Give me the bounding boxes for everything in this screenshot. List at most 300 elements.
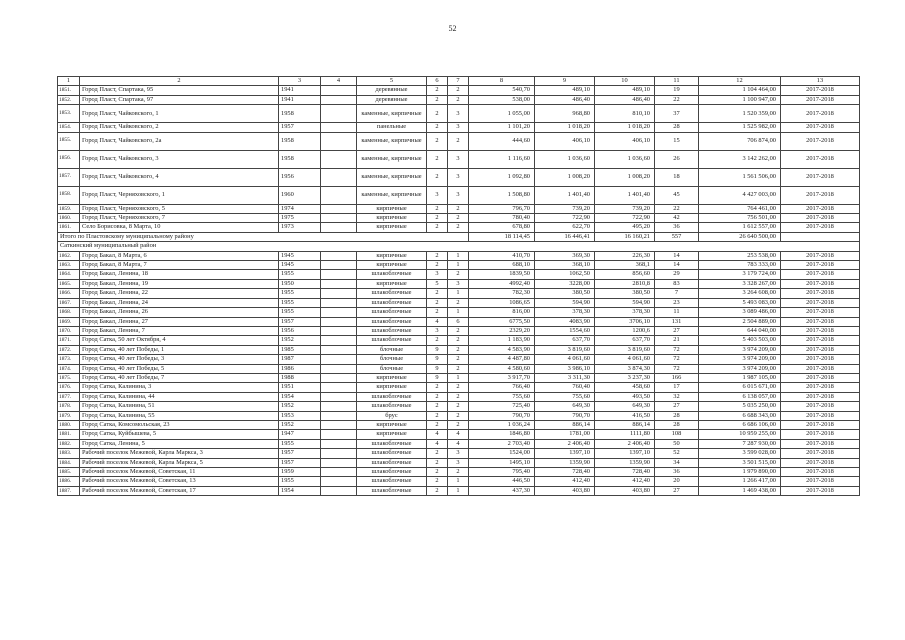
cell-total-area: 1 055,00 xyxy=(469,105,535,123)
cell-area-all: 637,70 xyxy=(535,336,595,345)
cell-year: 1953 xyxy=(279,411,321,420)
cell-address: Город Бакал, Ленина, 24 xyxy=(80,298,279,307)
cell-entrances: 6 xyxy=(448,317,469,326)
cell-total-area: 755,60 xyxy=(469,392,535,401)
table-row xyxy=(58,298,860,307)
cell-commission xyxy=(321,150,357,168)
cell-material: шлакоблочные xyxy=(357,468,427,477)
cell-period: 2017-2018 xyxy=(781,150,860,168)
table-row xyxy=(58,355,860,364)
cell-floors: 2 xyxy=(427,214,448,223)
column-header: 9 xyxy=(535,77,595,86)
cell-year: 1958 xyxy=(279,132,321,150)
cell-year: 1954 xyxy=(279,486,321,495)
cell-total-area: 4992,40 xyxy=(469,279,535,288)
cell-area-all: 3 311,30 xyxy=(535,373,595,382)
cell-total-area: 782,30 xyxy=(469,289,535,298)
cell-address: Рабочий поселок Межевой, Советская, 11 xyxy=(80,468,279,477)
table-row xyxy=(58,168,860,186)
cell-area-all: 4083,90 xyxy=(535,317,595,326)
cell-year: 1941 xyxy=(279,86,321,95)
cell-address: Город Сатка, Калинина, 44 xyxy=(80,392,279,401)
cell-material: шлакоблочные xyxy=(357,439,427,448)
cell-commission xyxy=(321,458,357,467)
cell-material: шлакоблочные xyxy=(357,326,427,335)
cell-commission xyxy=(321,279,357,288)
cell-address: Город Сатка, Куйбышева, 5 xyxy=(80,430,279,439)
cell-address: Город Пласт, Чайковского, 4 xyxy=(80,168,279,186)
cell-address: Город Пласт, Спартака, 97 xyxy=(80,95,279,104)
cell-material: шлакоблочные xyxy=(357,477,427,486)
cell-year: 1955 xyxy=(279,270,321,279)
cell-entrances: 2 xyxy=(448,345,469,354)
cell-period: 2017-2018 xyxy=(781,123,860,132)
cell-area-all: 368,10 xyxy=(535,261,595,270)
cell-period: 2017-2018 xyxy=(781,420,860,429)
cell-area-living: 1 008,20 xyxy=(595,168,655,186)
cell-year: 1955 xyxy=(279,289,321,298)
cell-residents: 21 xyxy=(655,336,699,345)
cell-year: 1986 xyxy=(279,364,321,373)
cell-period: 2017-2018 xyxy=(781,326,860,335)
cell-commission xyxy=(321,336,357,345)
cell-period: 2017-2018 xyxy=(781,458,860,467)
cell-floors: 2 xyxy=(427,261,448,270)
column-header: 13 xyxy=(781,77,860,86)
cell-commission xyxy=(321,373,357,382)
cell-area-all: 1 008,20 xyxy=(535,168,595,186)
cell-floors: 5 xyxy=(427,279,448,288)
cell-floors: 2 xyxy=(427,132,448,150)
cell-id: 1863. xyxy=(58,261,80,270)
cell-address: Село Борисовка, 8 Марта, 10 xyxy=(80,223,279,232)
cell-commission xyxy=(321,251,357,260)
cell-total-area: 1 092,80 xyxy=(469,168,535,186)
cell-year: 1956 xyxy=(279,326,321,335)
cell-period: 2017-2018 xyxy=(781,336,860,345)
cell-floors: 2 xyxy=(427,458,448,467)
cell-floors: 4 xyxy=(427,317,448,326)
cell-residents: 50 xyxy=(655,439,699,448)
cell-floors: 2 xyxy=(427,123,448,132)
cell-entrances: 2 xyxy=(448,420,469,429)
cell-id: 1862. xyxy=(58,251,80,260)
cell-area-all: 1 401,40 xyxy=(535,186,595,204)
cell-area-all: 739,20 xyxy=(535,204,595,213)
cell-area-all: 406,10 xyxy=(535,132,595,150)
cell-residents: 32 xyxy=(655,392,699,401)
cell-cost: 1 979 890,00 xyxy=(699,468,781,477)
cell-cost: 756 501,00 xyxy=(699,214,781,223)
cell-entrances: 1 xyxy=(448,486,469,495)
cell-residents: 17 xyxy=(655,383,699,392)
cell-area-living: 3 819,60 xyxy=(595,345,655,354)
cell-commission xyxy=(321,477,357,486)
cell-entrances: 2 xyxy=(448,411,469,420)
table-row xyxy=(58,317,860,326)
cell-cost: 3 501 515,00 xyxy=(699,458,781,467)
cell-material: шлакоблочные xyxy=(357,317,427,326)
cell-area-living: 856,60 xyxy=(595,270,655,279)
cell-id: 1865. xyxy=(58,279,80,288)
cell-material: блочные xyxy=(357,345,427,354)
cell-period: 2017-2018 xyxy=(781,251,860,260)
cell-floors: 3 xyxy=(427,326,448,335)
cell-period: 2017-2018 xyxy=(781,392,860,401)
cell-residents: 27 xyxy=(655,402,699,411)
cell-address: Город Сатка, Комсомольская, 23 xyxy=(80,420,279,429)
cell-material: деревянные xyxy=(357,86,427,95)
cell-material: кирпичные xyxy=(357,383,427,392)
cell-address: Город Бакал, Ленина, 19 xyxy=(80,279,279,288)
cost-sum: 26 640 500,00 xyxy=(699,232,781,241)
cell-area-all: 403,80 xyxy=(535,486,595,495)
cell-residents: 34 xyxy=(655,458,699,467)
cell-floors: 2 xyxy=(427,86,448,95)
cell-id: 1854. xyxy=(58,123,80,132)
cell-material: кирпичные xyxy=(357,214,427,223)
cell-material: каменные, кирпичные xyxy=(357,132,427,150)
area-living-sum: 16 160,21 xyxy=(595,232,655,241)
cell-commission xyxy=(321,270,357,279)
table-row xyxy=(58,449,860,458)
cell-total-area: 1846,80 xyxy=(469,430,535,439)
cell-area-living: 489,10 xyxy=(595,86,655,95)
cell-entrances: 2 xyxy=(448,336,469,345)
column-header: 6 xyxy=(427,77,448,86)
cell-commission xyxy=(321,439,357,448)
cell-material: шлакоблочные xyxy=(357,458,427,467)
cell-year: 1955 xyxy=(279,308,321,317)
table-row xyxy=(58,270,860,279)
cell-id: 1883. xyxy=(58,449,80,458)
cell-material: кирпичные xyxy=(357,223,427,232)
cell-area-living: 1200,6 xyxy=(595,326,655,335)
cell-entrances: 2 xyxy=(448,214,469,223)
cell-address: Город Сатка, 40 лет Победы, 5 xyxy=(80,364,279,373)
cell-period: 2017-2018 xyxy=(781,86,860,95)
cell-material: деревянные xyxy=(357,95,427,104)
cell-commission xyxy=(321,317,357,326)
cell-entrances: 2 xyxy=(448,392,469,401)
cell-id: 1878. xyxy=(58,402,80,411)
cell-period: 2017-2018 xyxy=(781,95,860,104)
column-header: 7 xyxy=(448,77,469,86)
cell-cost: 1 469 438,00 xyxy=(699,486,781,495)
cell-floors: 2 xyxy=(427,223,448,232)
cell-year: 1945 xyxy=(279,261,321,270)
cell-material: кирпичные xyxy=(357,204,427,213)
cell-address: Город Сатка, 40 лет Победы, 7 xyxy=(80,373,279,382)
cell-total-area: 725,40 xyxy=(469,402,535,411)
cell-entrances: 1 xyxy=(448,373,469,382)
cell-year: 1956 xyxy=(279,168,321,186)
cell-area-all: 1554,60 xyxy=(535,326,595,335)
cell-cost: 644 040,00 xyxy=(699,326,781,335)
cell-material: кирпичные xyxy=(357,261,427,270)
cell-material: брус xyxy=(357,411,427,420)
cell-total-area: 1 116,60 xyxy=(469,150,535,168)
cell-floors: 9 xyxy=(427,364,448,373)
cell-entrances: 2 xyxy=(448,298,469,307)
cell-residents: 18 xyxy=(655,168,699,186)
cell-year: 1957 xyxy=(279,449,321,458)
column-header: 12 xyxy=(699,77,781,86)
cell-period: 2017-2018 xyxy=(781,449,860,458)
cell-address: Город Сатка, 40 лет Победы, 1 xyxy=(80,345,279,354)
cell-cost: 3 974 209,00 xyxy=(699,364,781,373)
total-row xyxy=(58,232,860,241)
cell-total-area: 780,40 xyxy=(469,214,535,223)
cell-address: Город Сатка, Ленина, 5 xyxy=(80,439,279,448)
cell-total-area: 816,00 xyxy=(469,308,535,317)
table-row xyxy=(58,132,860,150)
cell-address: Город Сатка, Калинина, 51 xyxy=(80,402,279,411)
cell-material: панельные xyxy=(357,123,427,132)
cell-area-all: 1397,10 xyxy=(535,449,595,458)
cell-year: 1973 xyxy=(279,223,321,232)
cell-id: 1872. xyxy=(58,345,80,354)
cell-total-area: 688,10 xyxy=(469,261,535,270)
cell-year: 1955 xyxy=(279,298,321,307)
cell-commission xyxy=(321,261,357,270)
cell-area-all: 1 018,20 xyxy=(535,123,595,132)
cell-year: 1985 xyxy=(279,345,321,354)
cell-cost: 1 987 105,00 xyxy=(699,373,781,382)
section-row xyxy=(58,242,860,251)
cell-commission xyxy=(321,186,357,204)
cell-year: 1954 xyxy=(279,392,321,401)
cell-year: 1951 xyxy=(279,383,321,392)
cell-floors: 2 xyxy=(427,336,448,345)
cell-area-living: 406,10 xyxy=(595,132,655,150)
cell-entrances: 2 xyxy=(448,355,469,364)
cell-commission xyxy=(321,132,357,150)
cell-residents: 36 xyxy=(655,223,699,232)
cell-commission xyxy=(321,326,357,335)
cell-period: 2017-2018 xyxy=(781,411,860,420)
cell-period: 2017-2018 xyxy=(781,223,860,232)
cell-id: 1870. xyxy=(58,326,80,335)
cell-floors: 2 xyxy=(427,411,448,420)
cell-period: 2017-2018 xyxy=(781,279,860,288)
table-row xyxy=(58,345,860,354)
cell-residents: 45 xyxy=(655,186,699,204)
cell-total-area: 538,00 xyxy=(469,95,535,104)
cell-id: 1876. xyxy=(58,383,80,392)
table-row xyxy=(58,430,860,439)
cell-commission xyxy=(321,392,357,401)
cell-total-area: 437,30 xyxy=(469,486,535,495)
cell-id: 1857. xyxy=(58,168,80,186)
cell-address: Город Сатка, 40 лет Победы, 3 xyxy=(80,355,279,364)
cell-commission xyxy=(321,355,357,364)
cell-floors: 2 xyxy=(427,468,448,477)
cell-entrances: 2 xyxy=(448,132,469,150)
cell-commission xyxy=(321,298,357,307)
cell-area-living: 378,30 xyxy=(595,308,655,317)
table-row xyxy=(58,486,860,495)
column-header: 1 xyxy=(58,77,80,86)
cell-material: шлакоблочные xyxy=(357,392,427,401)
cell-id: 1859. xyxy=(58,204,80,213)
cell-residents: 11 xyxy=(655,308,699,317)
cell-area-all: 412,40 xyxy=(535,477,595,486)
cell-area-living: 486,40 xyxy=(595,95,655,104)
cell-floors: 2 xyxy=(427,420,448,429)
cell-period: 2017-2018 xyxy=(781,289,860,298)
cell-cost: 10 959 255,00 xyxy=(699,430,781,439)
table-row xyxy=(58,392,860,401)
cell-id: 1866. xyxy=(58,289,80,298)
cell-total-area: 2329,20 xyxy=(469,326,535,335)
cell-material: кирпичные xyxy=(357,430,427,439)
cell-floors: 2 xyxy=(427,486,448,495)
column-header: 11 xyxy=(655,77,699,86)
cell-address: Город Пласт, Черняховского, 1 xyxy=(80,186,279,204)
cell-area-living: 739,20 xyxy=(595,204,655,213)
cell-floors: 9 xyxy=(427,373,448,382)
cell-id: 1886. xyxy=(58,477,80,486)
cell-floors: 2 xyxy=(427,95,448,104)
cell-area-living: 226,30 xyxy=(595,251,655,260)
cell-entrances: 2 xyxy=(448,468,469,477)
cell-residents: 72 xyxy=(655,355,699,364)
cell-residents: 131 xyxy=(655,317,699,326)
cell-residents: 14 xyxy=(655,251,699,260)
cell-year: 1958 xyxy=(279,105,321,123)
cell-residents: 27 xyxy=(655,326,699,335)
cell-residents: 83 xyxy=(655,279,699,288)
cell-total-area: 1495,10 xyxy=(469,458,535,467)
cell-total-area: 3 917,70 xyxy=(469,373,535,382)
table-row xyxy=(58,223,860,232)
cell-entrances: 4 xyxy=(448,439,469,448)
cell-total-area: 790,70 xyxy=(469,411,535,420)
cell-material: блочные xyxy=(357,364,427,373)
cell-entrances: 3 xyxy=(448,279,469,288)
cell-floors: 2 xyxy=(427,150,448,168)
cell-address: Город Пласт, Чайковского, 1 xyxy=(80,105,279,123)
cell-period: 2017-2018 xyxy=(781,345,860,354)
cell-period: 2017-2018 xyxy=(781,486,860,495)
table-header-row xyxy=(58,77,860,86)
cell-residents: 22 xyxy=(655,204,699,213)
cell-area-living: 1 018,20 xyxy=(595,123,655,132)
empty-cell xyxy=(781,232,860,241)
cell-material: кирпичные xyxy=(357,279,427,288)
cell-total-area: 796,70 xyxy=(469,204,535,213)
table-row xyxy=(58,279,860,288)
cell-floors: 2 xyxy=(427,383,448,392)
table-row xyxy=(58,105,860,123)
cell-area-living: 495,20 xyxy=(595,223,655,232)
cell-commission xyxy=(321,420,357,429)
cell-total-area: 4 487,80 xyxy=(469,355,535,364)
cell-year: 1952 xyxy=(279,336,321,345)
cell-cost: 3 599 028,00 xyxy=(699,449,781,458)
cell-area-living: 1 036,60 xyxy=(595,150,655,168)
cell-cost: 2 504 889,00 xyxy=(699,317,781,326)
cell-year: 1952 xyxy=(279,402,321,411)
cell-total-area: 1 183,90 xyxy=(469,336,535,345)
cell-commission xyxy=(321,204,357,213)
cell-entrances: 2 xyxy=(448,95,469,104)
cell-area-living: 4 061,60 xyxy=(595,355,655,364)
table-row xyxy=(58,186,860,204)
table-row xyxy=(58,123,860,132)
cell-residents: 166 xyxy=(655,373,699,382)
cell-id: 1861. xyxy=(58,223,80,232)
cell-entrances: 2 xyxy=(448,383,469,392)
cell-area-living: 722,90 xyxy=(595,214,655,223)
cell-id: 1882. xyxy=(58,439,80,448)
cell-address: Город Бакал, 8 Марта, 6 xyxy=(80,251,279,260)
cell-entrances: 3 xyxy=(448,449,469,458)
cell-id: 1855. xyxy=(58,132,80,150)
cell-period: 2017-2018 xyxy=(781,132,860,150)
cell-material: каменные, кирпичные xyxy=(357,105,427,123)
cell-entrances: 3 xyxy=(448,186,469,204)
cell-residents: 20 xyxy=(655,477,699,486)
cell-area-all: 3228,00 xyxy=(535,279,595,288)
cell-area-all: 1 036,60 xyxy=(535,150,595,168)
cell-cost: 1 104 464,00 xyxy=(699,86,781,95)
cell-floors: 9 xyxy=(427,355,448,364)
cell-total-area: 1 101,20 xyxy=(469,123,535,132)
cell-commission xyxy=(321,105,357,123)
cell-residents: 14 xyxy=(655,261,699,270)
cell-cost: 764 461,00 xyxy=(699,204,781,213)
cell-area-all: 622,70 xyxy=(535,223,595,232)
cell-id: 1874. xyxy=(58,364,80,373)
cell-entrances: 1 xyxy=(448,308,469,317)
cell-period: 2017-2018 xyxy=(781,186,860,204)
cell-residents: 42 xyxy=(655,214,699,223)
cell-address: Город Бакал, Ленина, 7 xyxy=(80,326,279,335)
cell-residents: 26 xyxy=(655,150,699,168)
cell-area-living: 2810,8 xyxy=(595,279,655,288)
cell-entrances: 2 xyxy=(448,223,469,232)
table-row xyxy=(58,383,860,392)
cell-id: 1869. xyxy=(58,317,80,326)
cell-commission xyxy=(321,214,357,223)
cell-commission xyxy=(321,223,357,232)
cell-commission xyxy=(321,486,357,495)
cell-address: Рабочий поселок Межевой, Советская, 17 xyxy=(80,486,279,495)
cell-residents: 19 xyxy=(655,86,699,95)
cell-commission xyxy=(321,402,357,411)
cell-id: 1879. xyxy=(58,411,80,420)
table-row xyxy=(58,251,860,260)
cell-address: Город Пласт, Спартака, 95 xyxy=(80,86,279,95)
cell-entrances: 1 xyxy=(448,261,469,270)
cell-commission xyxy=(321,308,357,317)
cell-area-living: 403,80 xyxy=(595,486,655,495)
cell-id: 1887. xyxy=(58,486,80,495)
cell-floors: 2 xyxy=(427,251,448,260)
cell-area-all: 886,14 xyxy=(535,420,595,429)
cell-period: 2017-2018 xyxy=(781,402,860,411)
cell-year: 1975 xyxy=(279,214,321,223)
cell-address: Рабочий поселок Межевой, Советская, 13 xyxy=(80,477,279,486)
cell-period: 2017-2018 xyxy=(781,439,860,448)
cell-id: 1875. xyxy=(58,373,80,382)
cell-residents: 52 xyxy=(655,449,699,458)
cell-area-all: 3 819,60 xyxy=(535,345,595,354)
cell-cost: 1 520 359,00 xyxy=(699,105,781,123)
cell-entrances: 1 xyxy=(448,289,469,298)
